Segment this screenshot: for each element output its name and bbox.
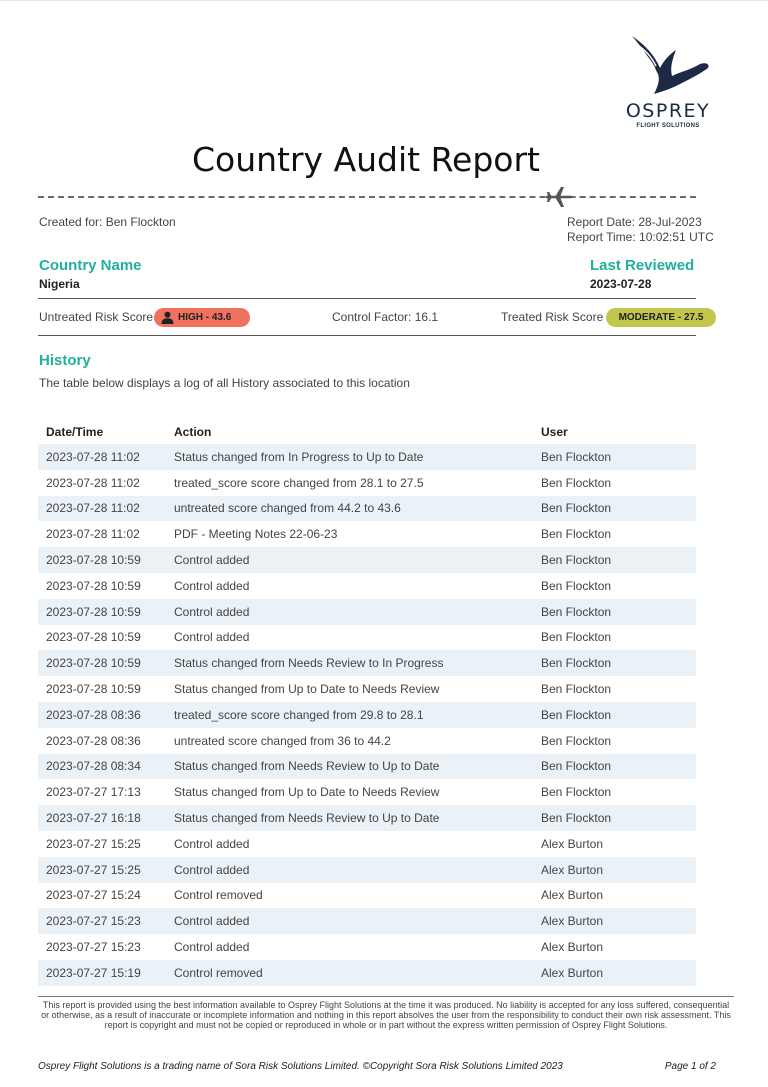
table-row — [38, 676, 696, 702]
cell-user: Ben Flockton — [541, 475, 612, 490]
cell-action: untreated score changed from 36 to 44.2 — [174, 733, 391, 748]
cell-user: Ben Flockton — [541, 682, 612, 697]
cell-action: treated_score score changed from 28.1 to 27.5 — [174, 475, 424, 490]
logo-wordmark: OSPREY — [625, 100, 711, 122]
cell-user: Ben Flockton — [541, 501, 612, 516]
cell-user: Ben Flockton — [541, 527, 612, 542]
cell-user: Ben Flockton — [541, 733, 612, 748]
cell-user: Alex Burton — [541, 914, 604, 929]
table-row — [38, 728, 696, 754]
table-row — [38, 960, 696, 986]
cell-user: Alex Burton — [541, 888, 604, 903]
cell-user: Ben Flockton — [541, 785, 612, 800]
cell-datetime: 2023-07-27 17:13 — [46, 785, 141, 800]
treated-risk-badge: MODERATE - 27.5 — [606, 308, 716, 327]
column-header-datetime: Date/Time — [46, 425, 104, 439]
table-row — [38, 883, 696, 909]
cell-user: Ben Flockton — [541, 759, 612, 774]
table-row — [38, 934, 696, 960]
cell-action: PDF - Meeting Notes 22-06-23 — [174, 527, 338, 542]
cell-datetime: 2023-07-28 08:36 — [46, 733, 141, 748]
cell-datetime: 2023-07-27 15:19 — [46, 965, 141, 980]
cell-action: Control added — [174, 836, 250, 851]
cell-user: Alex Burton — [541, 836, 604, 851]
untreated-risk-label: Untreated Risk Score — [39, 310, 154, 324]
osprey-bird-icon — [630, 34, 710, 96]
cell-datetime: 2023-07-27 16:18 — [46, 811, 141, 826]
page-number: Page 1 of 2 — [664, 1061, 716, 1072]
cell-user: Alex Burton — [541, 965, 604, 980]
cell-action: Status changed from Up to Date to Needs Review — [174, 785, 440, 800]
person-icon — [161, 311, 174, 324]
cell-action: untreated score changed from 44.2 to 43.6 — [174, 501, 401, 516]
page-title: Country Audit Report — [191, 140, 540, 179]
cell-datetime: 2023-07-28 10:59 — [46, 630, 141, 645]
table-row — [38, 908, 696, 934]
dashed-divider — [38, 196, 696, 198]
history-table — [38, 420, 696, 986]
cell-action: Control added — [174, 578, 250, 593]
footer-disclaimer: This report is provided using the best information available to Osprey Flight Solutions at the time it was produced. No liability is accepted for any loss suffered, consequential or otherwise, as a result of inaccurate or incomplete information and nothing in this report absolves the user from the responsibility to conduct their own risk assessment. This report is copyright and must not be copied or reproduced in whole or in part without the express written permission of Osprey Flight Solutions. — [41, 1000, 731, 1030]
cell-datetime: 2023-07-28 10:59 — [46, 656, 141, 671]
column-header-user: User — [541, 425, 568, 439]
cell-action: Status changed from Up to Date to Needs Review — [174, 682, 440, 697]
last-reviewed-label: Last Reviewed — [590, 257, 695, 274]
cell-action: Control added — [174, 630, 250, 645]
airplane-icon — [546, 185, 572, 209]
table-row — [38, 625, 696, 651]
cell-action: Control added — [174, 604, 250, 619]
footer-trading-name: Osprey Flight Solutions is a trading name of Sora Risk Solutions Limited. ©Copyright Sora Risk Solutions Limited 2023 — [38, 1061, 563, 1072]
cell-datetime: 2023-07-28 10:59 — [46, 553, 141, 568]
cell-datetime: 2023-07-27 15:23 — [46, 914, 141, 929]
table-row — [38, 650, 696, 676]
cell-action: Status changed from In Progress to Up to Date — [174, 449, 424, 464]
control-factor: Control Factor: 16.1 — [332, 310, 439, 324]
table-row — [38, 702, 696, 728]
cell-user: Ben Flockton — [541, 630, 612, 645]
cell-datetime: 2023-07-27 15:25 — [46, 836, 141, 851]
treated-risk-label: Treated Risk Score — [501, 310, 604, 324]
table-row — [38, 470, 696, 496]
cell-datetime: 2023-07-27 15:23 — [46, 940, 141, 955]
cell-user: Ben Flockton — [541, 811, 612, 826]
cell-user: Ben Flockton — [541, 578, 612, 593]
cell-user: Alex Burton — [541, 862, 604, 877]
cell-action: Control added — [174, 940, 250, 955]
cell-datetime: 2023-07-28 08:36 — [46, 707, 141, 722]
cell-action: Control removed — [174, 965, 263, 980]
cell-action: Control removed — [174, 888, 263, 903]
report-date: Report Date: 28-Jul-2023 — [567, 215, 702, 229]
table-row — [38, 831, 696, 857]
country-name-label: Country Name — [39, 257, 142, 274]
table-row — [38, 779, 696, 805]
cell-user: Ben Flockton — [541, 553, 612, 568]
untreated-risk-badge — [154, 308, 250, 327]
risk-top-divider — [38, 298, 696, 299]
cell-user: Alex Burton — [541, 940, 604, 955]
cell-datetime: 2023-07-28 11:02 — [46, 527, 140, 542]
column-header-action: Action — [174, 425, 212, 439]
history-description: The table below displays a log of all History associated to this location — [39, 376, 410, 390]
table-row — [38, 496, 696, 522]
cell-action: treated_score score changed from 29.8 to 28.1 — [174, 707, 424, 722]
cell-action: Control added — [174, 553, 250, 568]
cell-user: Ben Flockton — [541, 449, 612, 464]
cell-action: Status changed from Needs Review to Up to Date — [174, 811, 440, 826]
history-title: History — [39, 352, 91, 369]
cell-datetime: 2023-07-28 11:02 — [46, 449, 140, 464]
cell-datetime: 2023-07-28 11:02 — [46, 501, 140, 516]
cell-user: Ben Flockton — [541, 707, 612, 722]
table-row — [38, 444, 696, 470]
top-border — [0, 0, 768, 1]
logo-subtitle: FLIGHT SOLUTIONS — [636, 123, 700, 129]
footer-divider — [38, 996, 734, 997]
cell-user: Ben Flockton — [541, 656, 612, 671]
cell-user: Ben Flockton — [541, 604, 612, 619]
cell-action: Control added — [174, 914, 250, 929]
table-row — [38, 521, 696, 547]
created-for: Created for: Ben Flockton — [39, 215, 176, 229]
table-row — [38, 754, 696, 780]
table-row — [38, 547, 696, 573]
cell-action: Control added — [174, 862, 250, 877]
table-row — [38, 573, 696, 599]
cell-datetime: 2023-07-28 08:34 — [46, 759, 141, 774]
table-row — [38, 857, 696, 883]
untreated-risk-badge-text: HIGH - 43.6 — [178, 312, 232, 323]
cell-action: Status changed from Needs Review to Up to Date — [174, 759, 440, 774]
country-name-value: Nigeria — [39, 277, 80, 291]
table-row — [38, 599, 696, 625]
cell-datetime: 2023-07-28 10:59 — [46, 578, 141, 593]
table-header-row — [38, 420, 696, 444]
cell-action: Status changed from Needs Review to In Progress — [174, 656, 444, 671]
cell-datetime: 2023-07-27 15:24 — [46, 888, 141, 903]
last-reviewed-value: 2023-07-28 — [590, 277, 652, 291]
risk-bottom-divider — [38, 335, 696, 336]
report-time: Report Time: 10:02:51 UTC — [567, 230, 714, 244]
cell-datetime: 2023-07-28 10:59 — [46, 682, 141, 697]
cell-datetime: 2023-07-27 15:25 — [46, 862, 141, 877]
history-table-body — [38, 444, 696, 986]
table-row — [38, 805, 696, 831]
cell-datetime: 2023-07-28 10:59 — [46, 604, 141, 619]
cell-datetime: 2023-07-28 11:02 — [46, 475, 140, 490]
osprey-logo — [612, 34, 724, 134]
